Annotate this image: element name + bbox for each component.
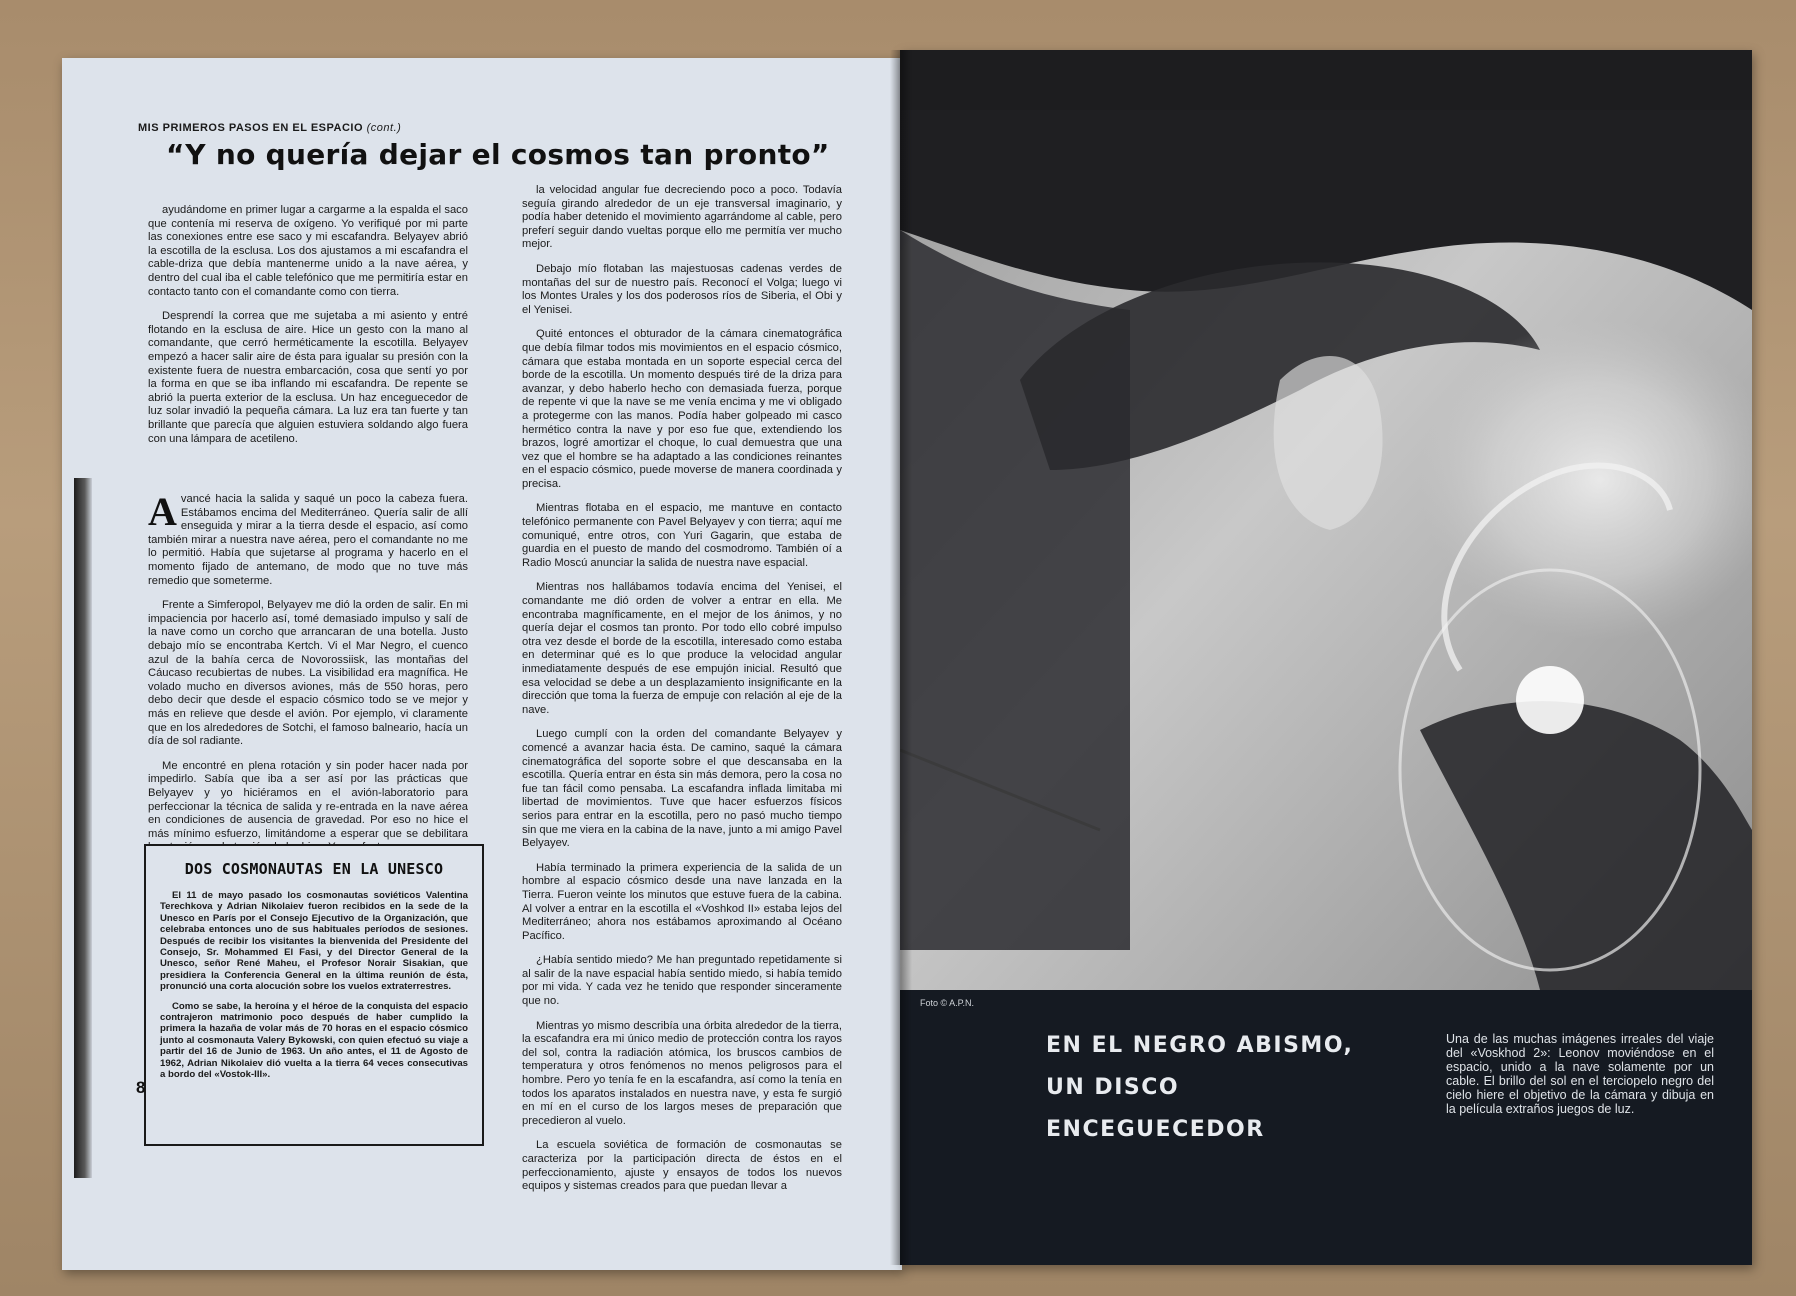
caption-line: ENCEGUECEDOR: [1046, 1117, 1265, 1142]
caption-line: UN DISCO: [1046, 1075, 1180, 1100]
right-page: [900, 50, 1752, 1265]
kicker-cont: (cont.): [366, 122, 402, 134]
paragraph: Me encontré en plena rotación y sin poder hacer nada por impedirlo. Sabía que iba a ser así por las prácticas que Belyayev y yo hiciéramos en el avión-laboratorio para perfeccionar la técnica de salida y re-entrada en la nave aérea en condiciones de ausencia de gravedad. Por eso no hice el más mínimo esfuerzo, limitándome a esperar que se debilitara: [148, 759, 468, 840]
paragraph: Debajo mío flotaban las majestuosas cadenas verdes de montañas del sur de nuestro país. Reconocí el Volga; luego vi los Montes Urales y los dos poderosos ríos de Siberia, el Obi y el Yenisei.: [522, 262, 842, 316]
sidebar-paragraph: El 11 de mayo pasado los cosmonautas soviéticos Valentina Terechkova y Adrian Nikolaiev fueron recibidos en la sede de la Unesco en París por el Consejo Ejecutivo de la Organización, que celebraba entonces uno de sus habituales períodos de sesiones. Después de recibir los visitantes la bienvenida del Presidente del Consejo, Sr. Mohammed El Fasi, y del Director General de la Unesco, señor René Maheu, el Profesor Norair Sisakian, que presidiera la Conferencia General en la última reunión de ésta, pronunció una corta alocución sobre los vuelos extraterrestres.: [160, 890, 468, 993]
text-column-a: [148, 204, 468, 866]
paragraph: Mientras yo mismo describía una órbita alrededor de la tierra, la escafandra era mi único medio de protección contra los rayos del sol, contra la radiación atómica, los bruscos cambios de temperatura y otros fenómenos no menos peligrosos para el hombre. Pero yo tenía fe en la escafandra, así como la tenía en todos los aparatos instalados en nuestra nave, y esta fe surgió en mí en el curso de los largos meses de preparación que precedieron al vuelo.: [522, 1019, 842, 1127]
paragraph-text: vancé hacia la salida y saqué un poco la cabeza fuera. Estábamos encima del Mediterráneo. Quería salir de allí enseguida y mirar a la tierra desde el espacio, así como también mirar a nuestra nave aérea, pero el comandante no me lo permitió. Había que sujetarse al programa y hacerlo en el momento fijado de antemano, de modo que no tuve más remedio que someterme.: [148, 493, 468, 587]
feature-caption: [1046, 1025, 1386, 1151]
paragraph: ¿Había sentido miedo? Me han preguntado repetidamente si al salir de la nave espacial había sentido miedo, si había temido por mi vida. Y cada vez he tenido que responder sinceramente que no.: [522, 954, 842, 1008]
paragraph: La escuela soviética de formación de cosmonautas se caracteriza por la participación directa de éstos en el perfeccionamiento, ajuste y ensayos de todos los nuevos equipos y sistemas creados para que puedan llevar a: [522, 1139, 842, 1193]
dropcap-paragraph: [148, 489, 468, 588]
page-number: 8: [136, 1078, 146, 1097]
paragraph: Frente a Simferopol, Belyayev me dió la orden de salir. En mi impaciencia por hacerlo así, tomé demasiado impulso y salí de la nave como un corcho que arrancaran de una botella. Justo debajo mío se encontraba Kertch. Vi el Mar Negro, el cuenco azul de la bahía cerca de Novorossiisk, las montañas del Cáucaso recubiertas de nubes. La visibilidad era magnífica. He volado mucho en diversos aviones, más de 550 horas, pero debo decir que desde el espacio cósmico todo se ve mejor y más en relieve que desde el avión. Por ejemplo, vi claramente que en los alrededores de Sotchi, el famoso balneario, hacía un día de sol radiante.: [148, 599, 468, 748]
article-headline: “Y no quería dejar el cosmos tan pronto”: [166, 138, 830, 171]
photo-credit: Foto © A.P.N.: [920, 998, 974, 1008]
paragraph: Desprendí la correa que me sujetaba a mi asiento y entré flotando en la esclusa de aire. Hice un gesto con la mano al comandante, que cerró herméticamente la escotilla. Belyayev empezó a hacer salir aire de ésta para igualar su presión con la existente fuera de nuestra embarcación, cosa que sentí yo por la forma en que se iba inflando mi escafandra. De repente se abrió la puerta exterior de la esclusa. Un haz enceguecedor de luz solar invadió la pequeña cámara. La luz era tan fuerte y tan brillante que parecía que alguien estuviera soldando algo fuera con una lámpara de acetileno.: [148, 310, 468, 445]
kicker-text: MIS PRIMEROS PASOS EN EL ESPACIO: [138, 122, 364, 134]
unesco-sidebar-box: [144, 844, 484, 1146]
section-kicker: [138, 122, 401, 134]
photo-description: Una de las muchas imágenes irreales del viaje del «Voskhod 2»: Leonov moviéndose en el espacio, unido a la nave solamente por un cable. El brillo del sol en el terciopelo negro del cielo hiere el objetivo de la cámara y dibuja en la película extraños juegos de luz.: [1446, 1032, 1714, 1116]
paragraph: Mientras flotaba en el espacio, me mantuve en contacto telefónico permanente con Pavel Belyayev y con tierra; aquí me comuniqué, entre otros, con Yuri Gagarin, que estaba de guardia en el puesto de mando del cosmodromo. También oí a Radio Moscú anunciar la salida de nuestra nave espacial.: [522, 502, 842, 569]
paragraph: Mientras nos hallábamos todavía encima del Yenisei, el comandante me dió orden de volver a entrar en ella. Me encontraba magníficamente, en el mejor de los ánimos, y no quería dejar el cosmos tan pronto. Por todo ello cobré impulso otra vez desde el borde de la escotilla, interesado como estaba en determinar qué es lo que produce la velocidad angular inmediatamente después de ese empujón inicial. Resultó que esa velocidad se debe a un desplazamiento insignificante en la dirección que toma la fuerza de empuje con relación al eje de la nave.: [522, 581, 842, 716]
text-column-b: [522, 184, 842, 1205]
paragraph: la velocidad angular fue decreciendo poco a poco. Todavía seguía girando alrededor de un eje transversal imaginario, y podía haber detenido el movimiento agarrándome al cable, pero preferí seguir dando vueltas porque ello me permitía ver mucho mejor.: [522, 184, 842, 251]
magazine-spread: [62, 50, 1752, 1265]
photo-edge-strip: [74, 478, 92, 1178]
photo-illustration: [900, 50, 1752, 990]
paragraph: Luego cumplí con la orden del comandante Belyayev y comencé a avanzar hacia ésta. De camino, saqué la cámara cinematográfica del soporte sobre el que descansaba en la escotilla. Quería entrar en ésta sin más demora, pero la cosa no fue tan fácil como pensaba. La escafandra inflada limitaba mi libertad de movimientos. Tuve que hacer esfuerzos físicos serios para entrar en la escotilla, pero no pasó mucho tiempo sin que me viera en la cabina de la nave, junto a mi amigo Pavel Belyayev.: [522, 728, 842, 850]
paragraph: ayudándome en primer lugar a cargarme a la espalda el saco que contenía mi reserva de oxígeno. Yo verifiqué por mi parte las conexiones entre ese saco y mi escafandra. Belyayev abrió la escotilla de la esclusa. Los dos ajustamos a mi escafandra el cable-driza que debía mantenerme unido a la nave aérea, y dentro del cual iba el cable telefónico que me permitiría estar en contacto tanto con el comandante como con tierra.: [148, 204, 468, 298]
paragraph: Quité entonces el obturador de la cámara cinematográfica que debía filmar todos mis movimientos en el espacio cósmico, cámara que estaba montada en un soporte especial cerca del borde de la escotilla. Un momento después tiré de la driza para avanzar, y debo haberlo hecho con demasiada fuerza, porque de repente vi que la nave se me venía encima y me vi obligado a protegerme con las manos. Podía haber golpeado mi casco hermético contra la nave y por eso fue que, extendiendo los brazos, logré amortizar el choque, lo cual demuestra que una vez que el hombre se ha adaptado a las condiciones reinantes en el espacio cósmico, puede moverse de manera coordinada y precisa.: [522, 328, 842, 490]
binding-gutter: [890, 50, 912, 1265]
caption-line: EN EL NEGRO ABISMO,: [1046, 1033, 1354, 1058]
space-photo: [900, 50, 1752, 990]
dropcap-letter: A: [148, 489, 177, 535]
sidebar-paragraph: Como se sabe, la heroína y el héroe de la conquista del espacio contrajeron matrimonio poco después de haber cumplido la primera la hazaña de volar más de 70 horas en el espacio cósmico junto al cosmonauta Valery Bykowski, con quien efectuó su viaje a partir del 16 de Junio de 1963. Un año antes, el 11 de Agosto de 1962, Adrian Nikolaiev dió vuelta a la tierra 64 veces consecutivas a bordo del «Vostok-III».: [160, 1000, 468, 1081]
paragraph: Había terminado la primera experiencia de la salida de un hombre al espacio cósmico desde una nave lanzada en la Tierra. Fueron veinte los minutos que estuve fuera de la cabina. Al volver a entrar en la escotilla el «Voshkod II» estaba lejos del Mediterráneo; ahora nos estábamos aproximando al Océano Pacífico.: [522, 861, 842, 942]
sidebar-title: DOS COSMONAUTAS EN LA UNESCO: [184, 860, 444, 878]
left-page: [62, 58, 902, 1270]
